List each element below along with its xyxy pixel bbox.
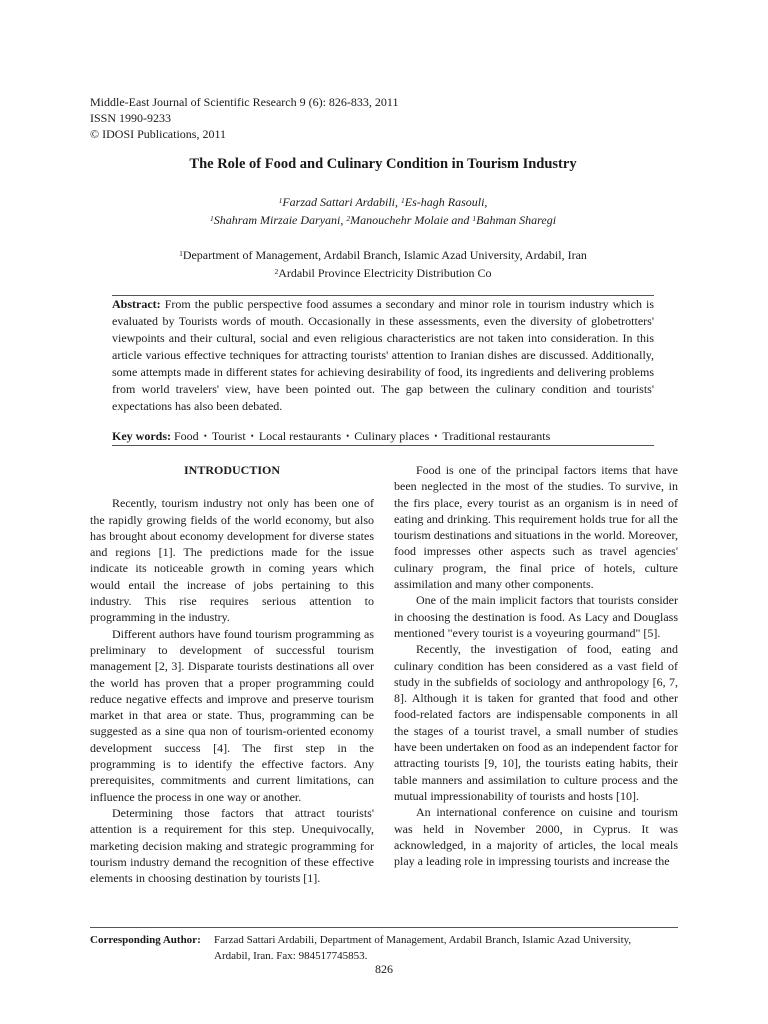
page-number: 826	[375, 962, 393, 976]
affiliation-sup: 1	[179, 249, 183, 258]
copyright: © IDOSI Publications, 2011	[90, 127, 227, 141]
paper-title: The Role of Food and Culinary Condition in Tourism Industry	[189, 156, 577, 172]
author-name: Farzad Sattari Ardabili,	[282, 195, 401, 209]
author-sup: 1	[401, 196, 405, 205]
affiliation	[90, 264, 676, 282]
abstract-label: Abstract:	[112, 297, 161, 311]
author-line	[90, 193, 676, 211]
journal-header	[90, 94, 398, 142]
author-name: Bahman Sharegi	[476, 213, 557, 227]
keyword: Local restaurants	[258, 429, 342, 443]
left-column	[90, 462, 374, 886]
right-column	[394, 462, 678, 869]
affiliation	[90, 246, 676, 264]
corresponding-author-footnote	[90, 932, 631, 964]
keywords-bottom-rule	[112, 445, 654, 446]
keyword-separator: •	[434, 431, 438, 441]
author-sup: 1	[209, 214, 214, 223]
footnote-line	[90, 932, 631, 948]
author-name: Shahram Mirzaie Daryani,	[213, 213, 347, 227]
journal-citation: Middle-East Journal of Scientific Research 9 (6): 826-833, 2011	[90, 95, 399, 109]
body-paragraph: Determining those factors that attract tourists' attention is a requirement for this step. Unequivocally, marketing decision making and strategic programming for tourism industry demand the recognition of these effective elements in choosing destination by tourists [1].	[90, 805, 374, 886]
body-paragraph: An international conference on cuisine and tourism was held in November 2000, in Cyprus. It was acknowledged, in a majority of articles, the local meals play a leading role in impressing tourists and increase the	[394, 805, 678, 869]
body-paragraph: Different authors have found tourism programming as preliminary to development of successful tourism management [2, 3]. Disparate tourists destinations all over the world has proven that a proper programming could reduce negative effects and improve and preserve tourism market in that area or state. Thus, programming can be suggested as a sine qua non of tourism-oriented economy development success [4]. The first step in the programming is to identify the effective factors. Any prerequisites, commitments and current limitations, can influence the process in one way or another.	[90, 626, 374, 804]
section-heading-introduction: INTRODUCTION	[183, 463, 280, 477]
footnote-text-continued: Ardabil, Iran. Fax: 984517745853.	[214, 950, 368, 962]
author-list	[90, 193, 676, 229]
author-sup: 2	[346, 214, 351, 223]
issn: ISSN 1990-9233	[90, 111, 172, 125]
abstract-text: From the public perspective food assumes a secondary and minor role in tourism industry which is evaluated by Tourists words of mouth. Occasionally in these assessments, even the diversity of globetrotters' viewpoints and their cultural, social and even religious characteristics are not taken into consideration. In this article various effective techniques for attracting tourists' attention to Iranian dishes are discussed. Additionally, some attempts made in different states for achieving desirability of food, its ingredients and delivering problems from world travelers' view, have been pointed out. The gap between the culinary condition and tourists' expectations has also been debated.	[112, 297, 654, 413]
keyword-separator: •	[203, 431, 207, 441]
affiliations	[90, 246, 676, 282]
author-name: Manouchehr Molaie and	[350, 213, 473, 227]
footnote-text: Farzad Sattari Ardabili, Department of Management, Ardabil Branch, Islamic Azad University,	[214, 934, 632, 946]
keyword-separator: •	[346, 431, 350, 441]
author-sup: 1	[278, 196, 283, 205]
author-sup: 1	[472, 214, 477, 223]
author-name: Es-hagh Rasouli,	[404, 195, 488, 209]
keyword: Culinary places	[354, 429, 430, 443]
affiliation-text: Department of Management, Ardabil Branch, Islamic Azad University, Ardabil, Iran	[182, 248, 587, 262]
keyword: Food	[174, 429, 199, 443]
affiliation-text: Ardabil Province Electricity Distribution Co	[278, 266, 492, 280]
affiliation-sup: 2	[274, 267, 279, 276]
abstract	[112, 296, 654, 415]
body-paragraph: Recently, the investigation of food, eating and culinary condition has been considered as a vast field of study in the subfields of sociology and anthropology [6, 7, 8]. Although it is taken for granted that food and other food-related factors are indispensable components in all the stages of a tourist travel, a small number of studies have been undertaken on food as an independent factor for attracting tourists [9, 10], the tourists eating habits, their table manners and assimilation to culture process and the mutual impressionability of tourists and hosts [10].	[394, 642, 678, 803]
keyword-separator: •	[250, 431, 254, 441]
body-paragraph: Food is one of the principal factors items that have been neglected in the most of the studies. To survive, in the firs place, every tourist as an organism is in need of eating and drinking. This requirement holds true for all the tourism destinations and situations in the world. Moreover, food impresses other aspects such as travel agencies' culinary program, the final price of hotels, culture assimilation and many other components.	[394, 463, 678, 592]
body-paragraph: Recently, tourism industry not only has been one of the rapidly growing fields of the world economy, but also has brought about economy development for diverse states and regions [1]. The predictions made for the issue indicate its noticeable growth in coming years which would entail the increase of jobs pertaining to this industry. This rise requires serious attention to programming in the industry.	[90, 496, 374, 625]
footnote-rule	[90, 927, 678, 928]
keywords	[112, 429, 672, 444]
body-paragraph: One of the main implicit factors that tourists consider in choosing the destination is food. As Lacy and Douglass mentioned "every tourist is a voyeuring gourmand" [5].	[394, 593, 678, 640]
keywords-label: Key words:	[112, 429, 171, 443]
author-line	[90, 211, 676, 229]
footnote-label: Corresponding Author:	[90, 934, 201, 946]
keyword: Traditional restaurants	[442, 429, 551, 443]
keyword: Tourist	[211, 429, 246, 443]
